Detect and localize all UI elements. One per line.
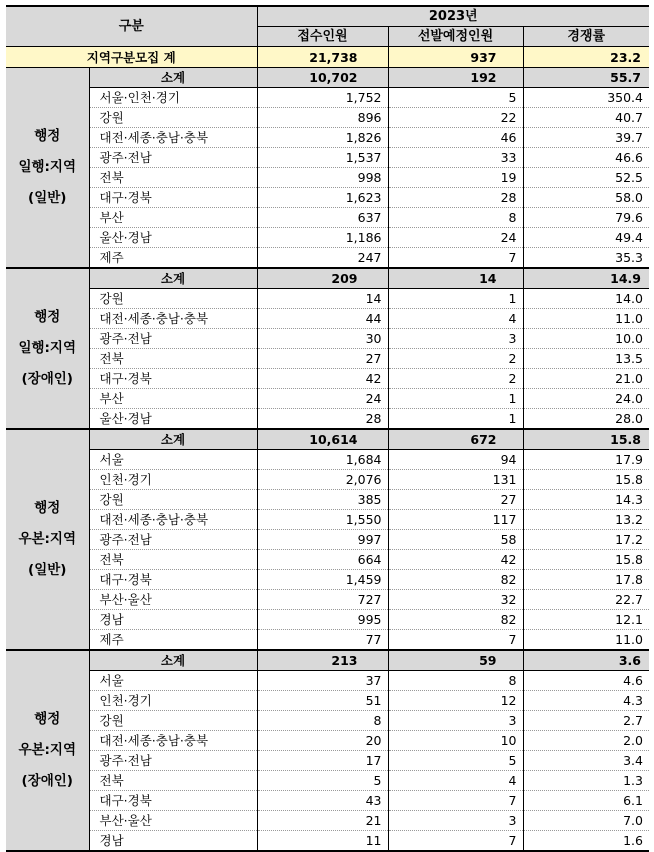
ratio-cell: 40.7 (523, 108, 649, 128)
region-cell: 인천·경기 (89, 470, 257, 490)
ratio-cell: 10.0 (523, 329, 649, 349)
ratio-cell: 14.0 (523, 289, 649, 309)
region-cell: 전북 (89, 349, 257, 369)
ratio-cell: 11.0 (523, 309, 649, 329)
subtotal-ratio: 3.6 (523, 650, 649, 671)
header-ratio: 경쟁률 (523, 27, 649, 47)
subtotal-ratio: 14.9 (523, 268, 649, 289)
group-label (6, 268, 89, 429)
region-cell: 전북 (89, 168, 257, 188)
group-label-line: 행정 (34, 711, 61, 727)
ratio-cell: 3.4 (523, 751, 649, 771)
ratio-cell: 15.8 (523, 470, 649, 490)
region-cell: 부산·울산 (89, 590, 257, 610)
region-cell: 광주·전남 (89, 530, 257, 550)
table-body (6, 47, 649, 852)
table-row (6, 590, 649, 610)
region-cell: 제주 (89, 630, 257, 651)
ratio-cell: 2.0 (523, 731, 649, 751)
table-row (6, 811, 649, 831)
group-label-line: 행정 (34, 309, 61, 325)
region-cell: 대구·경북 (89, 570, 257, 590)
region-cell: 광주·전남 (89, 148, 257, 168)
table-row (6, 389, 649, 409)
applicants-cell: 30 (257, 329, 388, 349)
table-row (6, 470, 649, 490)
applicants-cell: 998 (257, 168, 388, 188)
ratio-cell: 49.4 (523, 228, 649, 248)
applicants-cell: 664 (257, 550, 388, 570)
applicants-cell: 896 (257, 108, 388, 128)
selected-cell: 5 (388, 751, 523, 771)
selected-cell: 1 (388, 289, 523, 309)
region-cell: 대전·세종·충남·충북 (89, 731, 257, 751)
table-row (6, 329, 649, 349)
selected-cell: 7 (388, 630, 523, 651)
grand-total-ratio: 23.2 (523, 47, 649, 68)
applicants-cell: 14 (257, 289, 388, 309)
applicants-cell: 20 (257, 731, 388, 751)
group-label-line: 우본:지역 (18, 742, 77, 758)
selected-cell: 7 (388, 248, 523, 269)
group-label (6, 429, 89, 650)
table-row (6, 771, 649, 791)
group-label-line: (장애인) (21, 773, 73, 789)
subtotal-ratio: 15.8 (523, 429, 649, 450)
ratio-cell: 14.3 (523, 490, 649, 510)
applicants-cell: 1,623 (257, 188, 388, 208)
table-row (6, 610, 649, 630)
ratio-cell: 7.0 (523, 811, 649, 831)
applicants-cell: 21 (257, 811, 388, 831)
table-row (6, 188, 649, 208)
ratio-cell: 1.6 (523, 831, 649, 852)
table-row (6, 128, 649, 148)
selected-cell: 7 (388, 791, 523, 811)
region-cell: 전북 (89, 550, 257, 570)
table-row (6, 490, 649, 510)
ratio-cell: 24.0 (523, 389, 649, 409)
table-row (6, 228, 649, 248)
region-cell: 강원 (89, 490, 257, 510)
table-row (6, 88, 649, 108)
ratio-cell: 13.2 (523, 510, 649, 530)
selected-cell: 3 (388, 811, 523, 831)
applicants-cell: 637 (257, 208, 388, 228)
region-cell: 인천·경기 (89, 691, 257, 711)
region-cell: 경남 (89, 610, 257, 630)
group-label-line: (일반) (28, 190, 67, 206)
applicants-cell: 1,752 (257, 88, 388, 108)
recruitment-table-container (6, 5, 649, 852)
region-cell: 광주·전남 (89, 329, 257, 349)
table-row (6, 148, 649, 168)
selected-cell: 4 (388, 771, 523, 791)
grand-total-label: 지역구분모집 계 (6, 47, 257, 68)
table-row (6, 550, 649, 570)
selected-cell: 46 (388, 128, 523, 148)
group-label-line: 행정 (34, 500, 61, 516)
selected-cell: 82 (388, 570, 523, 590)
selected-cell: 8 (388, 208, 523, 228)
table-row (6, 108, 649, 128)
region-cell: 부산 (89, 208, 257, 228)
table-row (6, 289, 649, 309)
table-row (6, 751, 649, 771)
selected-cell: 3 (388, 329, 523, 349)
selected-cell: 94 (388, 450, 523, 470)
applicants-cell: 997 (257, 530, 388, 550)
applicants-cell: 77 (257, 630, 388, 651)
table-row (6, 831, 649, 852)
table-row (6, 691, 649, 711)
region-cell: 울산·경남 (89, 228, 257, 248)
table-row (6, 349, 649, 369)
ratio-cell: 350.4 (523, 88, 649, 108)
subtotal-row (6, 68, 649, 88)
table-row (6, 630, 649, 651)
ratio-cell: 58.0 (523, 188, 649, 208)
ratio-cell: 4.6 (523, 671, 649, 691)
table-row (6, 731, 649, 751)
table-row (6, 168, 649, 188)
selected-cell: 58 (388, 530, 523, 550)
group-label-line: 우본:지역 (18, 531, 77, 547)
selected-cell: 4 (388, 309, 523, 329)
grand-total-applicants: 21,738 (257, 47, 388, 68)
subtotal-label: 소계 (89, 268, 257, 289)
table-row (6, 671, 649, 691)
applicants-cell: 28 (257, 409, 388, 430)
subtotal-selected: 672 (388, 429, 523, 450)
header-year: 2023년 (257, 6, 649, 27)
group-label (6, 650, 89, 851)
table-row (6, 530, 649, 550)
region-cell: 광주·전남 (89, 751, 257, 771)
selected-cell: 10 (388, 731, 523, 751)
group-label-line: 행정 (34, 128, 61, 144)
table-row (6, 510, 649, 530)
ratio-cell: 11.0 (523, 630, 649, 651)
subtotal-row (6, 429, 649, 450)
selected-cell: 117 (388, 510, 523, 530)
selected-cell: 28 (388, 188, 523, 208)
ratio-cell: 52.5 (523, 168, 649, 188)
subtotal-row (6, 650, 649, 671)
region-cell: 제주 (89, 248, 257, 269)
applicants-cell: 727 (257, 590, 388, 610)
table-row (6, 248, 649, 269)
table-row (6, 791, 649, 811)
region-cell: 대구·경북 (89, 791, 257, 811)
applicants-cell: 24 (257, 389, 388, 409)
subtotal-label: 소계 (89, 429, 257, 450)
grand-total-row (6, 47, 649, 68)
ratio-cell: 6.1 (523, 791, 649, 811)
applicants-cell: 1,826 (257, 128, 388, 148)
region-cell: 전북 (89, 771, 257, 791)
selected-cell: 32 (388, 590, 523, 610)
selected-cell: 2 (388, 349, 523, 369)
grand-total-selected: 937 (388, 47, 523, 68)
group-label (6, 68, 89, 269)
applicants-cell: 1,537 (257, 148, 388, 168)
group-label-line: 일행:지역 (18, 340, 77, 356)
region-cell: 부산·울산 (89, 811, 257, 831)
applicants-cell: 44 (257, 309, 388, 329)
subtotal-selected: 59 (388, 650, 523, 671)
ratio-cell: 21.0 (523, 369, 649, 389)
subtotal-row (6, 268, 649, 289)
ratio-cell: 1.3 (523, 771, 649, 791)
region-cell: 대전·세종·충남·충북 (89, 309, 257, 329)
group-label-line: (일반) (28, 562, 67, 578)
ratio-cell: 15.8 (523, 550, 649, 570)
table-row (6, 409, 649, 430)
selected-cell: 2 (388, 369, 523, 389)
header-applicants: 접수인원 (257, 27, 388, 47)
selected-cell: 33 (388, 148, 523, 168)
applicants-cell: 37 (257, 671, 388, 691)
applicants-cell: 42 (257, 369, 388, 389)
applicants-cell: 11 (257, 831, 388, 852)
applicants-cell: 8 (257, 711, 388, 731)
ratio-cell: 28.0 (523, 409, 649, 430)
selected-cell: 24 (388, 228, 523, 248)
header-category: 구분 (6, 6, 257, 47)
table-row (6, 208, 649, 228)
ratio-cell: 17.2 (523, 530, 649, 550)
table-row (6, 570, 649, 590)
applicants-cell: 17 (257, 751, 388, 771)
subtotal-selected: 14 (388, 268, 523, 289)
region-cell: 부산 (89, 389, 257, 409)
selected-cell: 82 (388, 610, 523, 630)
applicants-cell: 27 (257, 349, 388, 369)
subtotal-applicants: 10,702 (257, 68, 388, 88)
selected-cell: 5 (388, 88, 523, 108)
region-cell: 서울 (89, 671, 257, 691)
selected-cell: 19 (388, 168, 523, 188)
selected-cell: 27 (388, 490, 523, 510)
region-cell: 경남 (89, 831, 257, 852)
group-label-line: 일행:지역 (18, 159, 77, 175)
region-cell: 울산·경남 (89, 409, 257, 430)
table-row (6, 711, 649, 731)
applicants-cell: 1,684 (257, 450, 388, 470)
subtotal-applicants: 10,614 (257, 429, 388, 450)
selected-cell: 12 (388, 691, 523, 711)
group-label-line: (장애인) (21, 371, 73, 387)
region-cell: 대구·경북 (89, 369, 257, 389)
ratio-cell: 35.3 (523, 248, 649, 269)
header-selected: 선발예정인원 (388, 27, 523, 47)
ratio-cell: 2.7 (523, 711, 649, 731)
applicants-cell: 51 (257, 691, 388, 711)
region-cell: 대구·경북 (89, 188, 257, 208)
applicants-cell: 1,186 (257, 228, 388, 248)
subtotal-applicants: 213 (257, 650, 388, 671)
subtotal-label: 소계 (89, 68, 257, 88)
applicants-cell: 43 (257, 791, 388, 811)
table-row (6, 309, 649, 329)
selected-cell: 1 (388, 389, 523, 409)
region-cell: 강원 (89, 289, 257, 309)
selected-cell: 8 (388, 671, 523, 691)
applicants-cell: 995 (257, 610, 388, 630)
subtotal-applicants: 209 (257, 268, 388, 289)
ratio-cell: 12.1 (523, 610, 649, 630)
ratio-cell: 79.6 (523, 208, 649, 228)
applicants-cell: 247 (257, 248, 388, 269)
table-row (6, 450, 649, 470)
region-cell: 강원 (89, 711, 257, 731)
applicants-cell: 2,076 (257, 470, 388, 490)
ratio-cell: 39.7 (523, 128, 649, 148)
recruitment-table (6, 5, 649, 852)
applicants-cell: 5 (257, 771, 388, 791)
selected-cell: 22 (388, 108, 523, 128)
region-cell: 서울 (89, 450, 257, 470)
selected-cell: 42 (388, 550, 523, 570)
selected-cell: 3 (388, 711, 523, 731)
ratio-cell: 22.7 (523, 590, 649, 610)
applicants-cell: 385 (257, 490, 388, 510)
ratio-cell: 13.5 (523, 349, 649, 369)
ratio-cell: 17.9 (523, 450, 649, 470)
table-row (6, 369, 649, 389)
region-cell: 강원 (89, 108, 257, 128)
region-cell: 대전·세종·충남·충북 (89, 510, 257, 530)
applicants-cell: 1,550 (257, 510, 388, 530)
subtotal-ratio: 55.7 (523, 68, 649, 88)
region-cell: 대전·세종·충남·충북 (89, 128, 257, 148)
selected-cell: 1 (388, 409, 523, 430)
ratio-cell: 4.3 (523, 691, 649, 711)
subtotal-label: 소계 (89, 650, 257, 671)
applicants-cell: 1,459 (257, 570, 388, 590)
region-cell: 서울·인천·경기 (89, 88, 257, 108)
ratio-cell: 17.8 (523, 570, 649, 590)
ratio-cell: 46.6 (523, 148, 649, 168)
selected-cell: 131 (388, 470, 523, 490)
subtotal-selected: 192 (388, 68, 523, 88)
selected-cell: 7 (388, 831, 523, 852)
